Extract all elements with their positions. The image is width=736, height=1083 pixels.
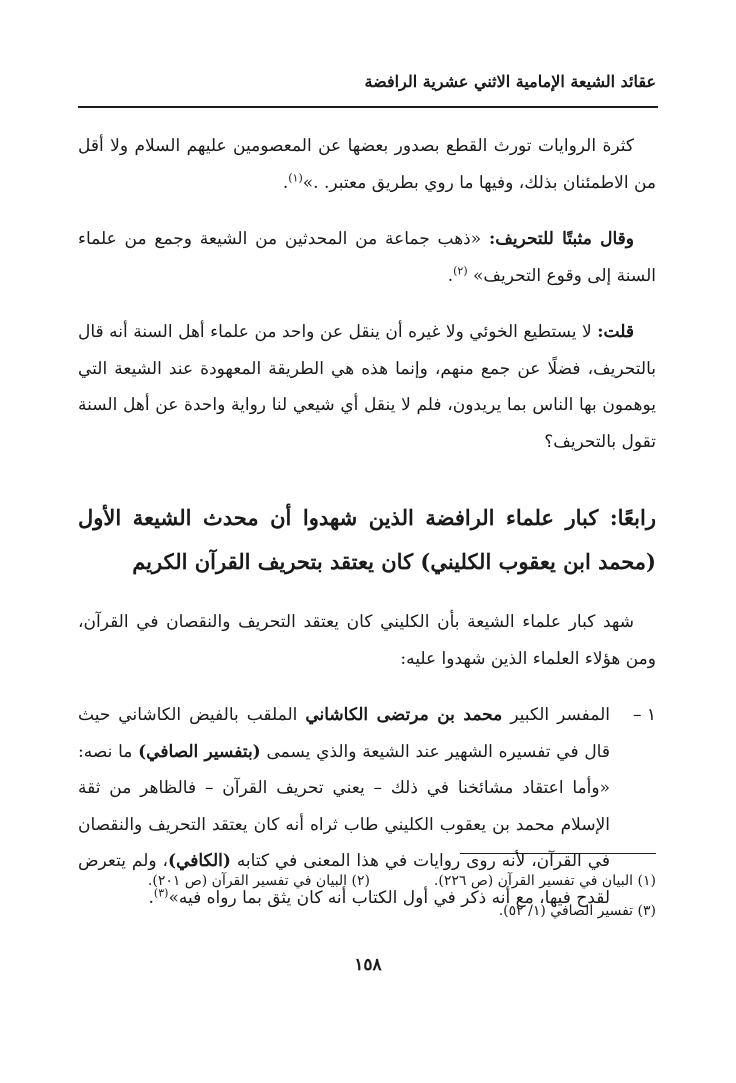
paragraph-response [78,314,656,460]
footnote-ref-2: (٢) [453,263,468,277]
quote-text: «ذهب جماعة من المحدثين من الشيعة وجمع من علماء السنة إلى وقوع التحريف» [78,229,656,286]
quote-text: كثرة الروايات تورث القطع بصدور بعضها عن المعصومين عليهم السلام ولا أقل من الاطمئنان بذلك، وفيها ما روي بطريق معتبر. .» [78,136,656,193]
scholar-name: محمد بن مرتضى الكاشاني [305,705,503,725]
section-heading: رابعًا: كبار علماء الرافضة الذين شهدوا أن محدث الشيعة الأول (محمد ابن يعقوب الكليني) كان يعتقد بتحريف القرآن الكريم [78,505,656,574]
sentence-end: . [282,172,289,193]
spacer [78,294,656,314]
paragraph-quote-continuation [78,128,656,201]
spacer [78,584,656,604]
sentence-end: . [148,887,154,908]
paragraph-tahrif-claim [78,221,656,294]
lead-phrase: قلت: [597,322,634,342]
footnote-rule [460,853,656,854]
book-title-kafi: (الكافي) [168,851,231,871]
page-body [78,128,656,916]
book-title: (بتفسير الصافي) [138,741,261,762]
spacer [78,460,656,490]
sentence-end: . [447,265,454,286]
footnote-ref-3: (٣) [153,885,169,899]
spacer [78,677,656,697]
text-run: ، ولم يتعرض لقدح فيها، مع أنه ذكر في أول الكتاب أنه كان يثق بما رواه فيه» [78,851,610,908]
spacer [78,201,656,221]
text-run: ما نصه: «وأما اعتقاد مشائخنا في ذلك – يعني تحريف القرآن – فالظاهر من ثقة الإسلام محمد بن يعقوب الكليني طاب ثراه أنه كان يعتقد التحريف والنقصان في القرآن، لأنه روى روايات في هذا المعنى في كتابه [78,741,610,871]
footnote-1: (١) البيان في تفسير القرآن (ص ٢٢٦). [433,873,656,889]
list-item-number: ١ – [632,705,656,725]
paragraph-intro: شهد كبار علماء الشيعة بأن الكليني كان يعتقد التحريف والنقصان في القرآن، ومن هؤلاء العلماء الذين شهدوا عليه: [78,612,656,669]
footnote-3: (٣) تفسير الصافي (١/ ٥٢). [498,903,656,919]
page-number: ١٥٨ [354,955,382,975]
lead-phrase: وقال مثبتًا للتحريف: [488,229,634,249]
footnote-row [78,866,656,896]
response-text: لا يستطيع الخوئي ولا غيره أن ينقل عن واحد من علماء أهل السنة أنه قال بالتحريف، فضلًا عن جمع منهم، وإنما هذه هي الطريقة المعهودة عند الشيعة التي يوهمون بها الناس بما يريدون، فلم لا ينقل أي شيعي لنا رواية واحدة عن أهل السنة تقول بالتحريف؟ [78,322,656,452]
text-run: المفسر الكبير [502,705,610,725]
running-header: عقائد الشيعة الإمامية الاثني عشرية الرافضة [364,72,656,91]
footnote-2: (٢) البيان في تفسير القرآن (ص ٢٠١). [147,873,370,889]
footnotes [78,866,656,926]
text-run: الملقب بالفيض الكاشاني حيث قال في تفسيره الشهير عند الشيعة والذي يسمى [78,705,610,762]
footnote-ref-1: (١) [288,170,303,184]
header-rule [78,106,658,108]
footnote-row [78,896,656,926]
